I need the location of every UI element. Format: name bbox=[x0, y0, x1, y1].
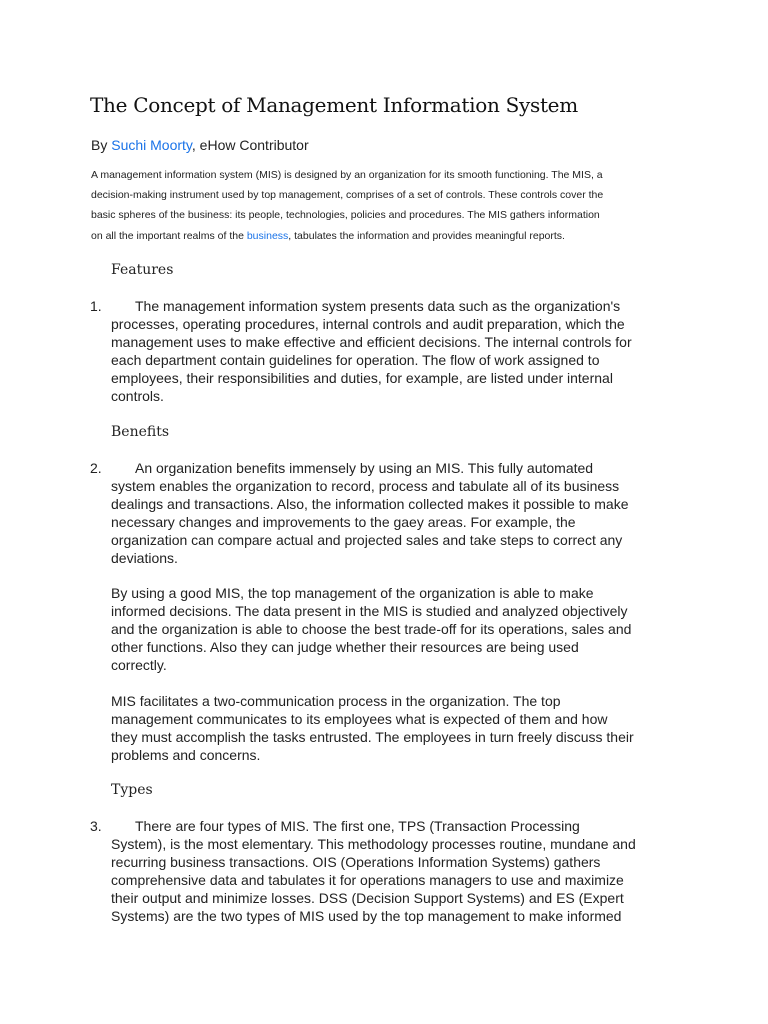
paragraph-line: management communicates to its employees what is expected of them and how bbox=[111, 711, 608, 727]
paragraph-line: necessary changes and improvements to the gaey areas. For example, the bbox=[111, 514, 576, 530]
intro-text: , tabulates the information and provides meaningful reports. bbox=[288, 230, 565, 242]
paragraph-line: other functions. Also they can judge whether their resources are being used bbox=[111, 639, 579, 655]
paragraph-line: MIS facilitates a two-communication process in the organization. The top bbox=[111, 693, 561, 709]
intro-line bbox=[91, 226, 565, 246]
intro-text: on all the important realms of the bbox=[91, 230, 247, 242]
paragraph-line: each department contain guidelines for operation. The flow of work assigned to bbox=[111, 352, 600, 368]
paragraph-line: controls. bbox=[111, 388, 164, 404]
paragraph-line: comprehensive data and tabulates it for operations managers to use and maximize bbox=[111, 872, 624, 888]
paragraph-line: recurring business transactions. OIS (Operations Information Systems) gathers bbox=[111, 854, 601, 870]
paragraph-line: There are four types of MIS. The first one, TPS (Transaction Processing bbox=[135, 818, 580, 834]
list-number: 2. bbox=[90, 460, 102, 476]
byline-prefix: By bbox=[91, 137, 112, 153]
paragraph-line: and the organization is able to choose the best trade-off for its operations, sales and bbox=[111, 621, 632, 637]
paragraph-line: An organization benefits immensely by using an MIS. This fully automated bbox=[135, 460, 594, 476]
section-heading-features: Features bbox=[111, 262, 174, 278]
list-number: 3. bbox=[90, 818, 102, 834]
intro-line: basic spheres of the business: its people, technologies, policies and procedures. The MIS gathers information bbox=[91, 209, 600, 221]
section-heading-benefits: Benefits bbox=[111, 424, 170, 440]
paragraph-line: system enables the organization to record, process and tabulate all of its business bbox=[111, 478, 620, 494]
business-link[interactable]: business bbox=[246, 230, 289, 242]
paragraph-line: processes, operating procedures, internal controls and audit preparation, which the bbox=[111, 316, 625, 332]
intro-line: decision-making instrument used by top management, comprises of a set of controls. These controls cover the bbox=[91, 189, 604, 201]
paragraph-line: System), is the most elementary. This methodology processes routine, mundane and bbox=[111, 836, 636, 852]
paragraph-line: employees, their responsibilities and duties, for example, are listed under internal bbox=[111, 370, 613, 386]
paragraph-line: By using a good MIS, the top management of the organization is able to make bbox=[111, 585, 594, 601]
paragraph-line: deviations. bbox=[111, 550, 178, 566]
paragraph-line: problems and concerns. bbox=[111, 747, 261, 763]
byline-suffix: , eHow Contributor bbox=[191, 137, 309, 153]
intro-line: A management information system (MIS) is designed by an organization for its smooth functioning. The MIS, a bbox=[91, 169, 603, 181]
paragraph-line: Systems) are the two types of MIS used by the top management to make informed bbox=[111, 908, 622, 924]
page-title: The Concept of Management Information System bbox=[90, 93, 578, 117]
paragraph-line: their output and minimize losses. DSS (Decision Support Systems) and ES (Expert bbox=[111, 890, 624, 906]
paragraph-line: they must accomplish the tasks entrusted. The employees in turn freely discuss their bbox=[111, 729, 634, 745]
paragraph-line: organization can compare actual and projected sales and take steps to correct any bbox=[111, 532, 623, 548]
paragraph-line: The management information system presents data such as the organization's bbox=[135, 298, 621, 314]
paragraph-line: correctly. bbox=[111, 657, 167, 673]
author-link[interactable]: Suchi Moorty bbox=[111, 137, 192, 153]
paragraph-line: dealings and transactions. Also, the information collected makes it possible to make bbox=[111, 496, 629, 512]
paragraph-line: management uses to make effective and efficient decisions. The internal controls for bbox=[111, 334, 632, 350]
section-heading-types: Types bbox=[111, 782, 153, 798]
list-number: 1. bbox=[90, 298, 102, 314]
byline bbox=[91, 134, 309, 156]
paragraph-line: informed decisions. The data present in the MIS is studied and analyzed objectively bbox=[111, 603, 628, 619]
